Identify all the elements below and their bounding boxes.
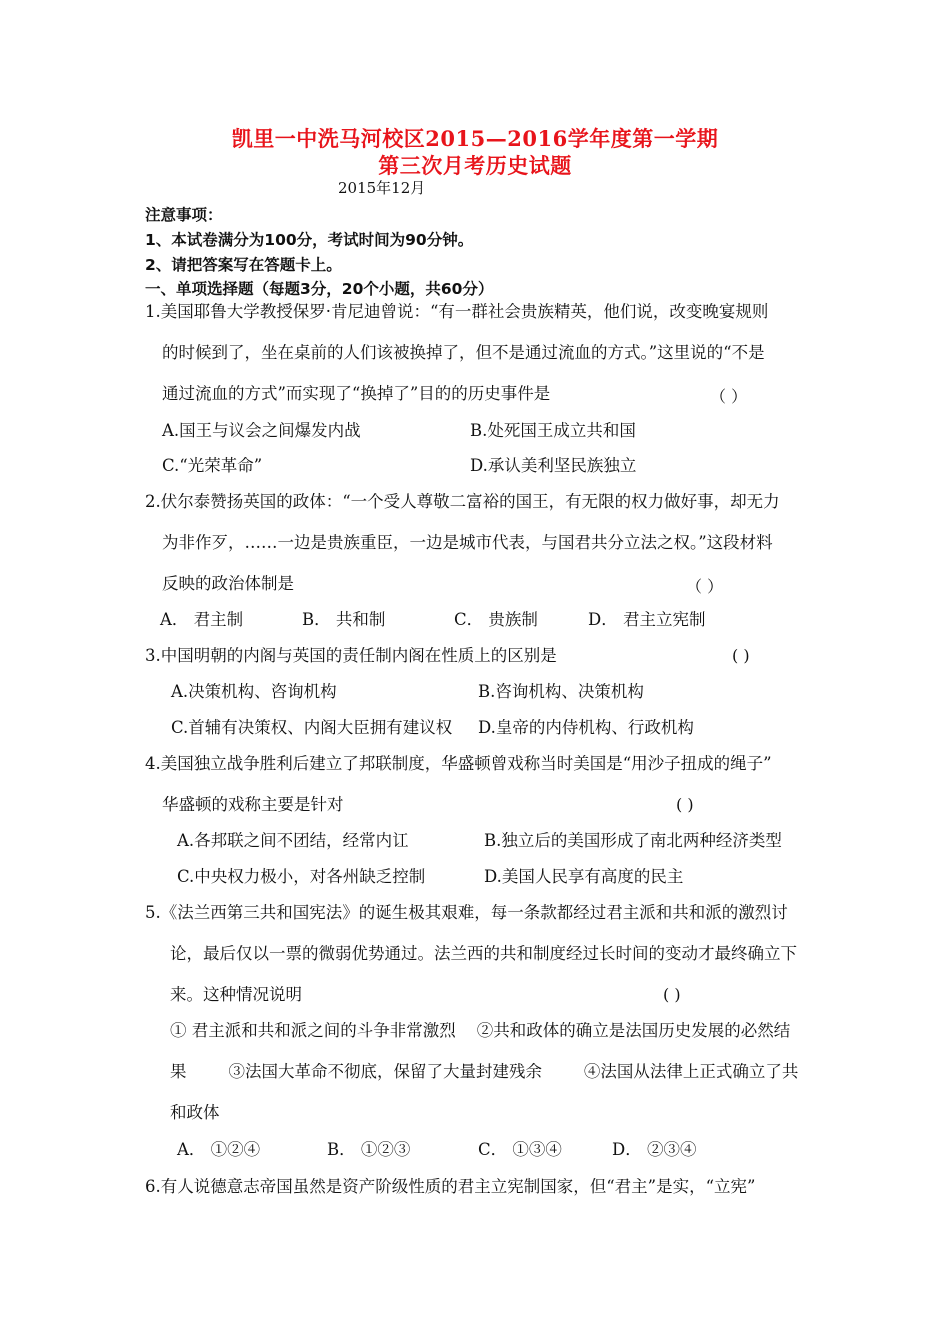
q4-option-d: D.美国人民享有高度的民主 (484, 867, 684, 886)
q4-answer-paren: ( ) (676, 795, 694, 814)
notice-heading: 注意事项： (145, 206, 223, 224)
q5-statement-line3: 和政体 (170, 1103, 220, 1122)
q2-option-b: B． 共和制 (302, 610, 386, 629)
q2-option-d: D． 君主立宪制 (588, 610, 706, 629)
q5-option-c: C． ①③④ (478, 1140, 562, 1159)
q5-statement-line1: ① 君主派和共和派之间的斗争非常激烈 ②共和政体的确立是法国历史发展的必然结 (170, 1021, 791, 1040)
q4-stem-line2: 华盛顿的戏称主要是针对 (162, 795, 344, 814)
q5-stem-line3: 来。这种情况说明 (170, 985, 302, 1004)
q3-option-b: B.咨询机构、决策机构 (478, 682, 644, 701)
q1-option-a: A.国王与议会之间爆发内战 (162, 421, 361, 440)
q3-option-a: A.决策机构、咨询机构 (171, 682, 337, 701)
q5-statement-line2: 果 ③法国大革命不彻底，保留了大量封建残余 ④法国从法律上正式确立了共 (170, 1062, 799, 1081)
q5-option-a: A． ①②④ (177, 1140, 261, 1159)
exam-title-line1: 凯里一中洗马河校区2015—2016学年度第一学期 (231, 126, 719, 151)
q3-stem-line1: 3.中国明朝的内阁与英国的责任制内阁在性质上的区别是 (145, 646, 557, 665)
q1-stem-line2: 的时候到了，坐在桌前的人们该被换掉了，但不是通过流血的方式。”这里说的“不是 (162, 343, 765, 362)
q2-stem-line2: 为非作歹，……一边是贵族重臣，一边是城市代表，与国君共分立法之权。”这段材料 (162, 533, 773, 552)
q1-option-d: D.承认美利坚民族独立 (470, 456, 637, 475)
q5-stem-line2: 论，最后仅以一票的微弱优势通过。法兰西的共和制度经过长时间的变动才最终确立下 (170, 944, 797, 963)
q1-option-c: C.“光荣革命” (162, 456, 263, 475)
q4-option-b: B.独立后的美国形成了南北两种经济类型 (484, 831, 782, 850)
exam-date: 2015年12月 (338, 179, 426, 197)
q5-option-b: B． ①②③ (327, 1140, 411, 1159)
notice-item-1: 1、本试卷满分为100分，考试时间为90分钟。 (145, 231, 474, 249)
q3-answer-paren: ( ) (732, 646, 750, 665)
q4-option-a: A.各邦联之间不团结，经常内讧 (177, 831, 409, 850)
notice-item-2: 2、请把答案写在答题卡上。 (145, 256, 342, 274)
q1-option-b: B.处死国王成立共和国 (470, 421, 636, 440)
section-heading: 一、单项选择题（每题3分，20个小题，共60分） (145, 280, 494, 298)
q2-stem-line3: 反映的政治体制是 (162, 574, 294, 593)
q4-option-c: C.中央权力极小，对各州缺乏控制 (177, 867, 426, 886)
q2-answer-paren: （ ） (686, 577, 724, 596)
q1-stem-line3: 通过流血的方式”而实现了“换掉了”目的的历史事件是 (162, 384, 551, 403)
q6-stem-line1: 6.有人说德意志帝国虽然是资产阶级性质的君主立宪制国家，但“君主”是实，“立宪” (145, 1177, 756, 1196)
q5-stem-line1: 5.《法兰西第三共和国宪法》的诞生极其艰难，每一条款都经过君主派和共和派的激烈讨 (145, 903, 788, 922)
q1-answer-paren: （ ） (710, 387, 748, 406)
q3-option-d: D.皇帝的内侍机构、行政机构 (478, 718, 694, 737)
q4-stem-line1: 4.美国独立战争胜利后建立了邦联制度，华盛顿曾戏称当时美国是“用沙子扭成的绳子” (145, 754, 772, 773)
q5-answer-paren: ( ) (663, 985, 681, 1004)
q3-option-c: C.首辅有决策权、内阁大臣拥有建议权 (171, 718, 453, 737)
exam-title-line2: 第三次月考历史试题 (378, 153, 572, 178)
q2-stem-line1: 2.伏尔泰赞扬英国的政体：“一个受人尊敬二富裕的国王，有无限的权力做好事，却无力 (145, 492, 780, 511)
q1-stem-line1: 1.美国耶鲁大学教授保罗·肯尼迪曾说：“有一群社会贵族精英，他们说，改变晚宴规则 (145, 302, 769, 321)
q2-option-a: A． 君主制 (160, 610, 244, 629)
q5-option-d: D． ②③④ (612, 1140, 697, 1159)
q2-option-c: C． 贵族制 (454, 610, 538, 629)
